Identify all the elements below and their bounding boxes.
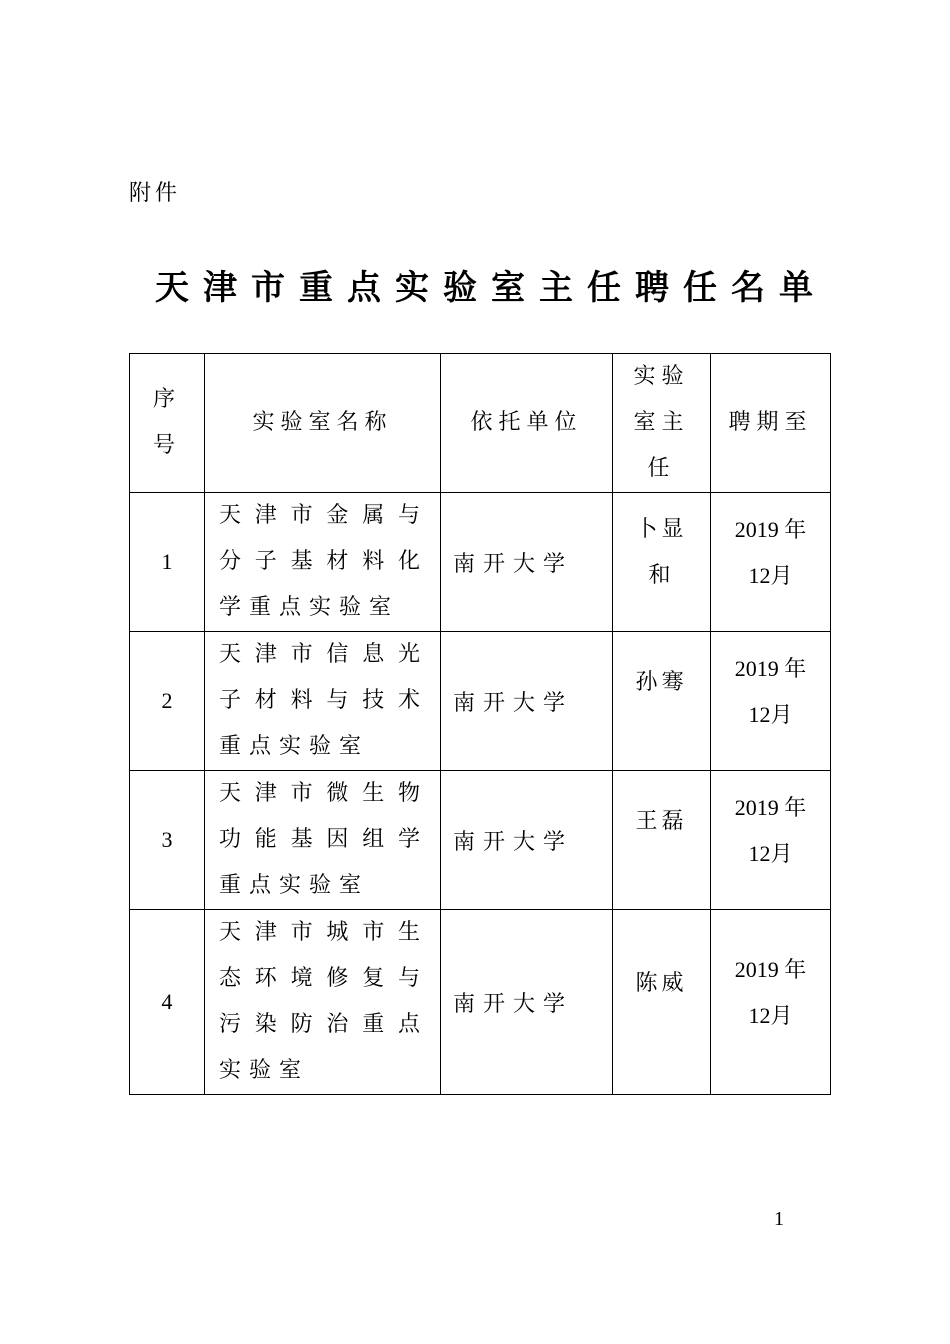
row-seq: 4 [130,910,205,1095]
table-header-row [130,354,831,493]
row-lab-name: 天津市信息光 子材料与技术 重点实验室 [205,632,441,771]
row-host-unit: 南开大学 [441,910,613,1095]
header-director: 实验室主任 [613,354,711,493]
attachment-label: 附件 [129,181,182,206]
row-seq: 2 [130,632,205,771]
row-term-until: 2019 年 12月 [711,493,831,632]
header-host-unit: 依托单位 [441,354,613,493]
row-director: 卜显和 [613,493,711,632]
row-lab-name: 天津市城市生 态环境修复与 污染防治重点 实验室 [205,910,441,1095]
header-term-until: 聘期至 [711,354,831,493]
table-row [130,493,831,632]
row-host-unit: 南开大学 [441,493,613,632]
row-director: 孙骞 [613,632,711,771]
table-row [130,771,831,910]
row-term-until: 2019 年 12月 [711,910,831,1095]
director-appointment-table [129,353,831,1095]
row-lab-name: 天津市微生物 功能基因组学 重点实验室 [205,771,441,910]
row-lab-name: 天津市金属与 分子基材料化 学重点实验室 [205,493,441,632]
row-host-unit: 南开大学 [441,632,613,771]
document-title: 天津市重点实验室主任聘任名单 [155,268,827,308]
table-row [130,632,831,771]
header-lab-name: 实验室名称 [205,354,441,493]
row-host-unit: 南开大学 [441,771,613,910]
table-row [130,910,831,1095]
row-director: 陈威 [613,910,711,1095]
row-seq: 1 [130,493,205,632]
row-seq: 3 [130,771,205,910]
header-seq: 序号 [130,354,205,493]
page-number: 1 [774,1208,784,1230]
row-term-until: 2019 年 12月 [711,632,831,771]
row-director: 王磊 [613,771,711,910]
row-term-until: 2019 年 12月 [711,771,831,910]
